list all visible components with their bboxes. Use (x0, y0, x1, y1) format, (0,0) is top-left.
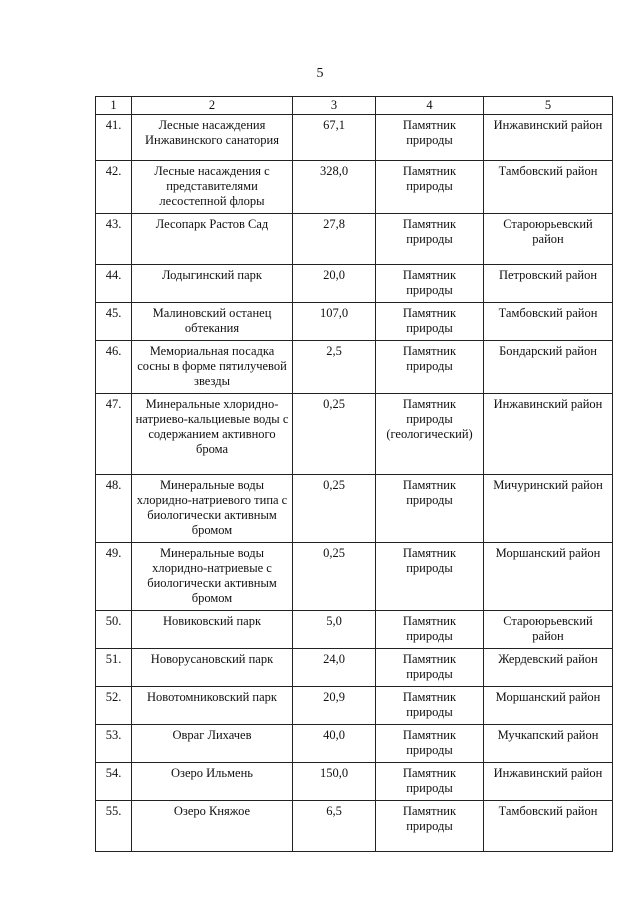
row-number: 46. (96, 341, 132, 394)
row-number: 55. (96, 801, 132, 852)
row-name: Новорусановский парк (132, 649, 293, 687)
row-name: Мемориальная посадка сосны в форме пятилучевой звезды (132, 341, 293, 394)
row-category: Памятник природы (376, 725, 484, 763)
row-category: Памятник природы (376, 303, 484, 341)
row-category: Памятник природы (376, 543, 484, 611)
row-district: Староюрьевский район (484, 214, 613, 265)
row-area: 2,5 (293, 341, 376, 394)
row-district: Инжавинский район (484, 394, 613, 475)
table-header-row (96, 97, 613, 115)
row-name: Овраг Лихачев (132, 725, 293, 763)
table-row (96, 303, 613, 341)
row-number: 48. (96, 475, 132, 543)
column-header-3: 3 (293, 97, 376, 115)
row-area: 0,25 (293, 475, 376, 543)
row-name: Малиновский останец обтекания (132, 303, 293, 341)
row-number: 42. (96, 161, 132, 214)
table-row (96, 214, 613, 265)
row-district: Мучкапский район (484, 725, 613, 763)
row-district: Тамбовский район (484, 161, 613, 214)
row-name: Новотомниковский парк (132, 687, 293, 725)
row-category: Памятник природы (376, 687, 484, 725)
row-area: 40,0 (293, 725, 376, 763)
row-district: Тамбовский район (484, 303, 613, 341)
row-category: Памятник природы (376, 265, 484, 303)
row-category: Памятник природы (376, 649, 484, 687)
row-number: 50. (96, 611, 132, 649)
row-category: Памятник природы (376, 801, 484, 852)
row-number: 49. (96, 543, 132, 611)
row-district: Жердевский район (484, 649, 613, 687)
column-header-5: 5 (484, 97, 613, 115)
row-area: 20,9 (293, 687, 376, 725)
row-area: 0,25 (293, 543, 376, 611)
row-area: 20,0 (293, 265, 376, 303)
table-row (96, 725, 613, 763)
row-name: Озеро Княжое (132, 801, 293, 852)
table-row (96, 265, 613, 303)
row-district: Мичуринский район (484, 475, 613, 543)
table-row (96, 475, 613, 543)
row-name: Лесные насаждения с представителями лесостепной флоры (132, 161, 293, 214)
table-row (96, 611, 613, 649)
row-category: Памятник природы (376, 214, 484, 265)
row-category: Памятник природы (376, 115, 484, 161)
row-area: 0,25 (293, 394, 376, 475)
table-row (96, 115, 613, 161)
row-number: 45. (96, 303, 132, 341)
row-category: Памятник природы (376, 475, 484, 543)
row-category: Памятник природы (геологический) (376, 394, 484, 475)
table-row (96, 161, 613, 214)
row-number: 54. (96, 763, 132, 801)
row-number: 52. (96, 687, 132, 725)
row-district: Староюрьевский район (484, 611, 613, 649)
row-district: Инжавинский район (484, 763, 613, 801)
row-area: 27,8 (293, 214, 376, 265)
row-name: Лодыгинский парк (132, 265, 293, 303)
row-area: 5,0 (293, 611, 376, 649)
column-header-2: 2 (132, 97, 293, 115)
table-row (96, 801, 613, 852)
protected-areas-table (95, 96, 613, 852)
row-number: 47. (96, 394, 132, 475)
row-category: Памятник природы (376, 341, 484, 394)
row-name: Озеро Ильмень (132, 763, 293, 801)
table-row (96, 687, 613, 725)
row-name: Лесопарк Растов Сад (132, 214, 293, 265)
row-district: Бондарский район (484, 341, 613, 394)
row-district: Моршанский район (484, 687, 613, 725)
row-district: Моршанский район (484, 543, 613, 611)
table-row (96, 341, 613, 394)
row-number: 44. (96, 265, 132, 303)
column-header-1: 1 (96, 97, 132, 115)
row-number: 51. (96, 649, 132, 687)
row-district: Тамбовский район (484, 801, 613, 852)
row-category: Памятник природы (376, 763, 484, 801)
row-name: Минеральные воды хлоридно-натриевые с биологически активным бромом (132, 543, 293, 611)
table-row (96, 543, 613, 611)
page-number: 5 (316, 66, 324, 81)
row-area: 328,0 (293, 161, 376, 214)
row-name: Минеральные хлоридно-натриево-кальциевые воды с содержанием активного брома (132, 394, 293, 475)
row-district: Петровский район (484, 265, 613, 303)
row-district: Инжавинский район (484, 115, 613, 161)
row-name: Минеральные воды хлоридно-натриевого типа с биологически активным бромом (132, 475, 293, 543)
column-header-4: 4 (376, 97, 484, 115)
table-row (96, 649, 613, 687)
row-name: Лесные насаждения Инжавинского санатория (132, 115, 293, 161)
row-number: 43. (96, 214, 132, 265)
row-area: 150,0 (293, 763, 376, 801)
row-area: 6,5 (293, 801, 376, 852)
row-category: Памятник природы (376, 161, 484, 214)
table-row (96, 763, 613, 801)
table-body (96, 115, 613, 852)
row-area: 107,0 (293, 303, 376, 341)
row-category: Памятник природы (376, 611, 484, 649)
row-number: 53. (96, 725, 132, 763)
row-name: Новиковский парк (132, 611, 293, 649)
row-number: 41. (96, 115, 132, 161)
table-row (96, 394, 613, 475)
row-area: 67,1 (293, 115, 376, 161)
row-area: 24,0 (293, 649, 376, 687)
